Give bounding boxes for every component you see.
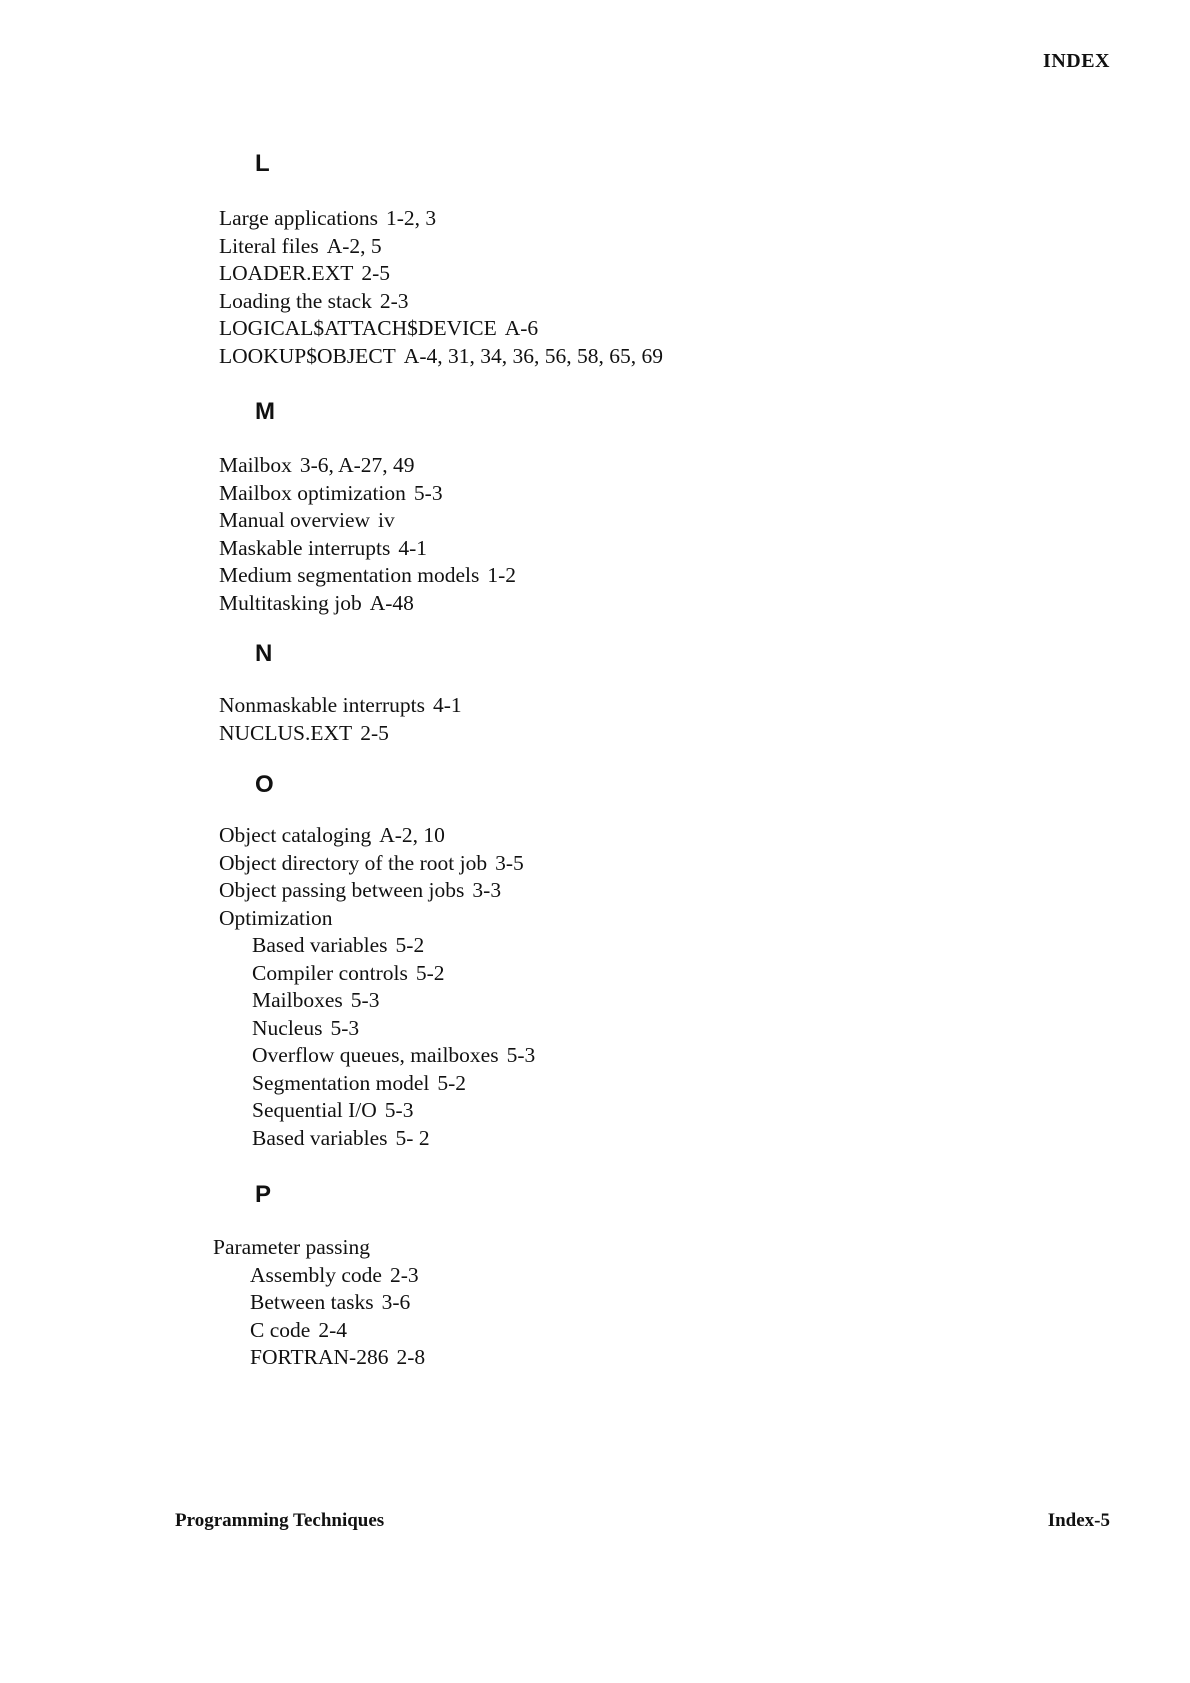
entry-refs: A-4, 31, 34, 36, 56, 58, 65, 69: [403, 343, 663, 368]
index-entry: [219, 452, 516, 480]
index-entry: [219, 877, 535, 905]
entry-refs: 5-3: [384, 1098, 414, 1122]
index-list-n: [219, 692, 462, 747]
entry-term: Object cataloging: [219, 823, 372, 847]
index-subentry: [219, 1125, 535, 1153]
entry-refs: 5-2: [415, 960, 445, 985]
entry-refs: A-2, 10: [379, 823, 445, 847]
index-entry: [219, 233, 663, 261]
section-letter-m: M: [255, 398, 275, 425]
entry-refs: 2-5: [361, 261, 391, 285]
entry-refs: 5-3: [506, 1043, 536, 1067]
entry-term: Mailbox optimization: [219, 480, 406, 505]
index-entry: [219, 850, 535, 878]
index-list-o: [219, 822, 535, 1152]
index-subentry: [213, 1317, 425, 1345]
entry-term: Literal files: [219, 233, 319, 258]
entry-term: LOADER.EXT: [219, 261, 354, 285]
index-subentry: [219, 987, 535, 1015]
entry-refs: 5-3: [350, 988, 380, 1012]
entry-term: Manual overview: [219, 508, 371, 532]
entry-refs: 3-6: [381, 1290, 411, 1314]
entry-term: Nucleus: [252, 1015, 323, 1040]
index-subentry: [219, 1070, 535, 1098]
index-subentry: [219, 1042, 535, 1070]
entry-refs: A-48: [369, 590, 414, 615]
section-letter-o: O: [255, 771, 274, 798]
entry-refs: 5-3: [413, 480, 443, 505]
index-entry: [219, 288, 663, 316]
section-letter-l: L: [255, 150, 270, 177]
index-entry: [213, 1234, 425, 1262]
entry-refs: 2-3: [389, 1262, 419, 1287]
entry-term: Based variables: [252, 933, 388, 957]
entry-term: Maskable interrupts: [219, 535, 391, 560]
index-entry: [219, 905, 535, 933]
running-head: INDEX: [1043, 50, 1110, 72]
index-entry: [219, 692, 462, 720]
entry-refs: A-2, 5: [326, 233, 382, 258]
entry-term: Compiler controls: [252, 960, 408, 985]
entry-refs: 2-3: [379, 288, 409, 313]
entry-refs: 5-2: [437, 1070, 467, 1095]
index-entry: [219, 480, 516, 508]
entry-term: Parameter passing: [213, 1235, 371, 1259]
entry-term: LOOKUP$OBJECT: [219, 343, 396, 368]
index-entry: [219, 535, 516, 563]
entry-term: LOGICAL$ATTACH$DEVICE: [219, 316, 497, 340]
entry-refs: 2-8: [396, 1345, 426, 1369]
footer-book-title: Programming Techniques: [175, 1510, 385, 1531]
entry-refs: 5-3: [330, 1015, 360, 1040]
index-subentry: [219, 932, 535, 960]
entry-term: NUCLUS.EXT: [219, 720, 353, 745]
index-subentry: [219, 1097, 535, 1125]
index-entry: [219, 315, 663, 343]
entry-term: Mailboxes: [252, 988, 343, 1012]
entry-term: Object directory of the root job: [219, 850, 488, 875]
entry-term: Optimization: [219, 905, 333, 930]
entry-refs: 4-1: [433, 693, 462, 717]
entry-term: Loading the stack: [219, 288, 372, 313]
index-subentry: [219, 1015, 535, 1043]
index-list-m: [219, 452, 516, 617]
index-subentry: [219, 960, 535, 988]
entry-refs: 1-2, 3: [386, 206, 437, 230]
index-entry: [219, 507, 516, 535]
index-entry: [219, 822, 535, 850]
entry-term: Overflow queues, mailboxes: [252, 1043, 499, 1067]
entry-term: Mailbox: [219, 453, 292, 477]
entry-refs: 3-3: [472, 878, 502, 902]
entry-term: C code: [250, 1317, 311, 1342]
entry-refs: A-6: [504, 316, 539, 340]
index-subentry: [213, 1262, 425, 1290]
entry-term: Based variables: [252, 1125, 388, 1150]
entry-refs: 1-2: [487, 563, 517, 587]
index-entry: [219, 720, 462, 748]
entry-refs: 2-5: [360, 720, 389, 745]
entry-term: Multitasking job: [219, 590, 362, 615]
entry-term: Sequential I/O: [252, 1098, 377, 1122]
entry-refs: 2-4: [318, 1317, 347, 1342]
entry-term: Medium segmentation models: [219, 563, 480, 587]
index-subentry: [213, 1289, 425, 1317]
entry-refs: 4-1: [398, 535, 428, 560]
index-list-p: [213, 1234, 425, 1372]
entry-refs: 5-2: [395, 933, 425, 957]
entry-refs: iv: [378, 508, 395, 532]
section-letter-n: N: [255, 640, 273, 667]
entry-term: Large applications: [219, 206, 379, 230]
entry-term: Segmentation model: [252, 1070, 430, 1095]
entry-term: Between tasks: [250, 1290, 374, 1314]
index-entry: [219, 590, 516, 618]
index-list-l: [219, 205, 663, 370]
entry-refs: 3-6, A-27, 49: [299, 453, 415, 477]
footer-page-number: Index-5: [1047, 1510, 1110, 1531]
section-letter-p: P: [255, 1181, 272, 1208]
index-entry: [219, 260, 663, 288]
entry-refs: 3-5: [495, 850, 524, 875]
index-entry: [219, 562, 516, 590]
entry-term: Object passing between jobs: [219, 878, 465, 902]
index-entry: [219, 343, 663, 371]
index-subentry: [213, 1344, 425, 1372]
entry-term: Assembly code: [250, 1262, 382, 1287]
index-entry: [219, 205, 663, 233]
entry-refs: 5- 2: [395, 1125, 430, 1150]
entry-term: Nonmaskable interrupts: [219, 693, 425, 717]
entry-term: FORTRAN-286: [250, 1345, 389, 1369]
